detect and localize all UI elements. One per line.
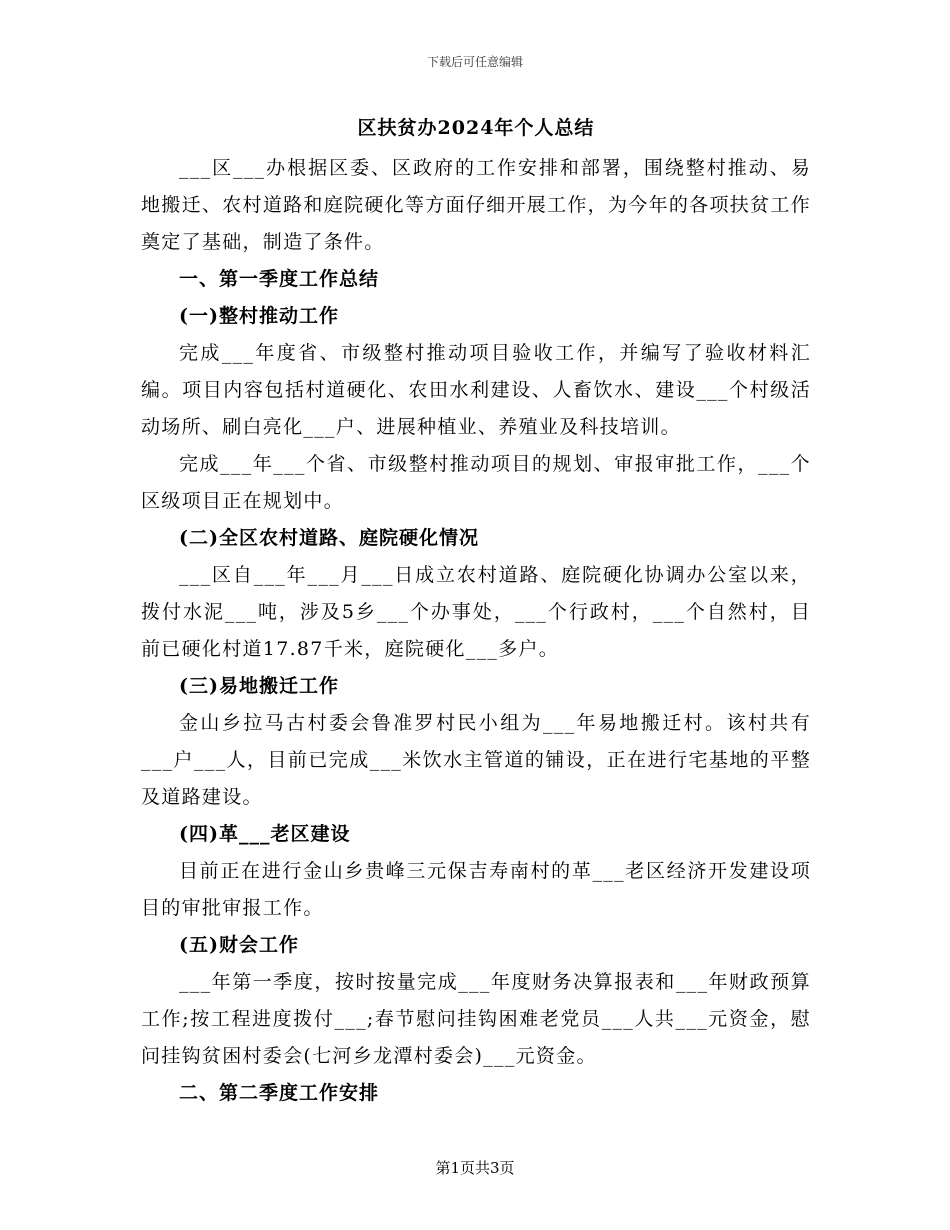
- paragraph: ___区自___年___月___日成立农村道路、庭院硬化协调办公室以来，拨付水泥___吨，涉及5乡___个办事处，___个行政村，___个自然村，目前已硬化村道17.87千米，庭院硬化___多户。: [141, 564, 811, 660]
- paragraph: 完成___年___个省、市级整村推动项目的规划、审报审批工作，___个区级项目正在规划中。: [141, 453, 811, 512]
- paragraph: 完成___年度省、市级整村推动项目验收工作，并编写了验收材料汇编。项目内容包括村道硬化、农田水利建设、人畜饮水、建设___个村级活动场所、刷白亮化___户、进展种植业、养殖业及科技培训。: [141, 342, 811, 438]
- paragraph: 目前正在进行金山乡贵峰三元保吉寿南村的革___老区经济开发建设项目的审批审报工作。: [141, 860, 811, 919]
- subsection-heading-3: (三)易地搬迁工作: [179, 675, 339, 697]
- subsection-heading-1: (一)整村推动工作: [179, 305, 339, 327]
- subsection-heading-4: (四)革___老区建设: [179, 823, 351, 845]
- section-heading-1: 一、第一季度工作总结: [179, 268, 380, 290]
- paragraph: 金山乡拉马古村委会鲁准罗村民小组为___年易地搬迁村。该村共有___户___人，目前已完成___米饮水主管道的铺设，正在进行宅基地的平整及道路建设。: [141, 712, 811, 808]
- subsection-heading-5: (五)财会工作: [179, 934, 299, 956]
- page-header: 下载后可任意编辑: [426, 55, 523, 69]
- subsection-heading-2: (二)全区农村道路、庭院硬化情况: [179, 527, 479, 549]
- section-heading-2: 二、第二季度工作安排: [179, 1082, 380, 1104]
- intro-paragraph: ___区___办根据区委、区政府的工作安排和部署，围绕整村推动、易地搬迁、农村道路和庭院硬化等方面仔细开展工作，为今年的各项扶贫工作奠定了基础，制造了条件。: [141, 157, 811, 253]
- document-title: 区扶贫办2024年个人总结: [357, 117, 595, 139]
- paragraph: ___年第一季度，按时按量完成___年度财务决算报表和___年财政预算工作;按工程进度拨付___;春节慰问挂钩困难老党员___人共___元资金，慰问挂钩贫困村委会(七河乡龙潭村委会)___元资金。: [141, 971, 811, 1067]
- document-body: [141, 112, 811, 1112]
- page-footer: 第1页共3页: [435, 1159, 515, 1177]
